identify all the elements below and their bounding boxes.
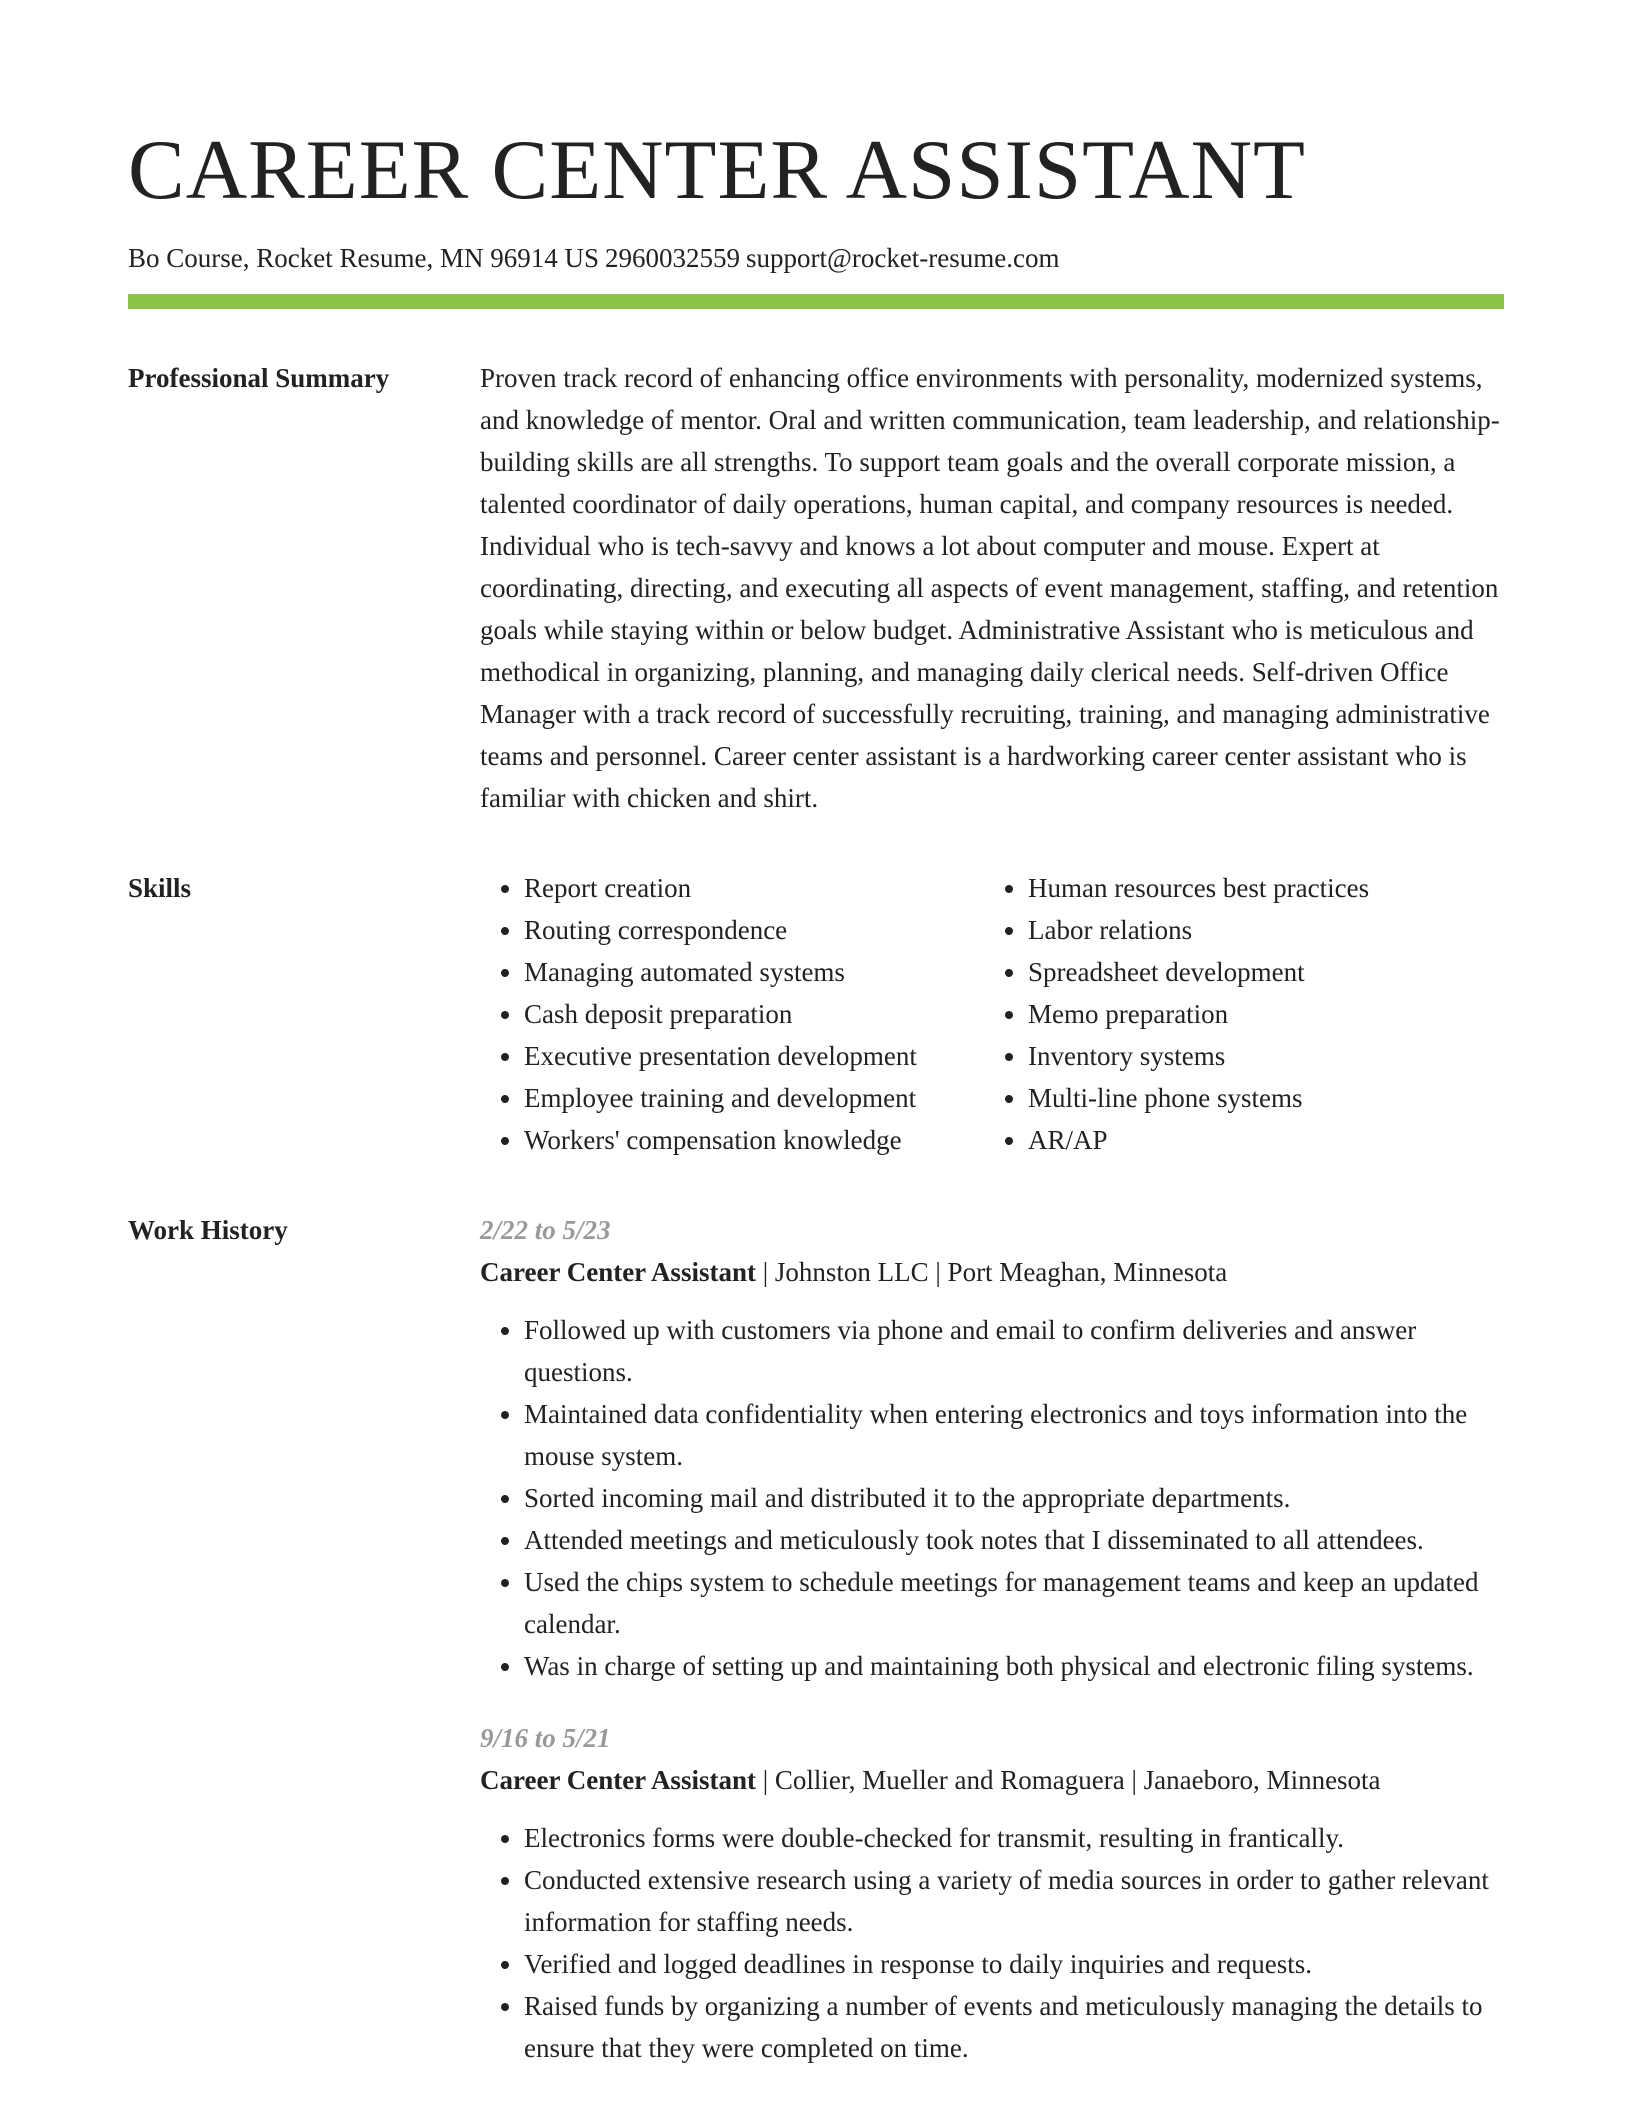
job-bullet: • Maintained data confidentiality when entering electronics and toys information into the mouse system. [524,1393,1504,1477]
job-bullet: • Raised funds by organizing a number of events and meticulously managing the details to ensure that they were completed on time. [524,1985,1504,2069]
header-divider [128,294,1504,309]
section-label-skills: Skills [128,873,192,903]
skill-item: • Human resources best practices [1028,867,1504,909]
job-bullet: • Sorted incoming mail and distributed it to the appropriate departments. [524,1477,1504,1519]
job-bullets [480,1817,1504,2069]
skill-item: • Employee training and development [524,1077,984,1119]
contact-line [128,240,1504,276]
job-header: Career Center Assistant | Johnston LLC | Port Meaghan, Minnesota [480,1257,1228,1287]
job-bullet: • Verified and logged deadlines in response to daily inquiries and requests. [524,1943,1504,1985]
section-label-work: Work History [128,1215,288,1245]
skills-section [128,867,1504,1161]
contact-address: Bo Course, Rocket Resume, MN 96914 US [128,243,599,273]
job-dates: 2/22 to 5/23 [480,1215,611,1245]
job-location: Janaeboro, Minnesota [1143,1765,1381,1795]
job-location: Port Meaghan, Minnesota [947,1257,1228,1287]
skills-list-left [480,867,984,1161]
job-bullet: • Followed up with customers via phone and email to confirm deliveries and answer questions. [524,1309,1504,1393]
job-bullet: • Attended meetings and meticulously took notes that I disseminated to all attendees. [524,1519,1504,1561]
job-company: Collier, Mueller and Romaguera [774,1765,1125,1795]
job-bullet: • Electronics forms were double-checked for transmit, resulting in frantically. [524,1817,1504,1859]
job-bullet: • Was in charge of setting up and maintaining both physical and electronic filing systems. [524,1645,1504,1687]
skill-item: • Report creation [524,867,984,909]
job-header: Career Center Assistant | Collier, Mueller and Romaguera | Janaeboro, Minnesota [480,1765,1381,1795]
job-entry [480,1209,1504,1687]
skill-item: • Routing correspondence [524,909,984,951]
section-label-summary: Professional Summary [128,363,390,393]
skill-item: • Cash deposit preparation [524,993,984,1035]
job-bullet: • Used the chips system to schedule meetings for management teams and keep an updated calendar. [524,1561,1504,1645]
resume-page [128,0,1504,2099]
summary-section [128,357,1504,819]
skill-item: • AR/AP [1028,1119,1504,1161]
job-entry [480,1717,1504,2069]
work-body [480,1209,1504,2099]
skill-item: • Spreadsheet development [1028,951,1504,993]
contact-email: support@rocket-resume.com [745,243,1060,273]
skill-item: • Multi-line phone systems [1028,1077,1504,1119]
skill-item: • Executive presentation development [524,1035,984,1077]
contact-phone: 2960032559 [604,243,740,273]
skill-item: • Memo preparation [1028,993,1504,1035]
summary-text: Proven track record of enhancing office environments with personality, modernized systems, and knowledge of mentor. Oral and written communication, team leadership, and relationship-building skills are all strengths. To support team goals and the overall corporate mission, a talented coordinator of daily operations, human capital, and company resources is needed. Individual who is tech-savvy and knows a lot about computer and mouse. Expert at coordinating, directing, and executing all aspects of event management, staffing, and retention goals while staying within or below budget. Administrative Assistant who is meticulous and methodical in organizing, planning, and managing daily clerical needs. Self-driven Office Manager with a track record of successfully recruiting, training, and managing administrative teams and personnel. Career center assistant is a hardworking career center assistant who is familiar with chicken and shirt. [480,363,1500,813]
skill-item: • Managing automated systems [524,951,984,993]
resume-name: CAREER CENTER ASSISTANT [128,123,1306,217]
job-bullets [480,1309,1504,1687]
job-title: Career Center Assistant [480,1765,756,1795]
skill-item: • Workers' compensation knowledge [524,1119,984,1161]
job-title: Career Center Assistant [480,1257,756,1287]
job-bullet: • Conducted extensive research using a variety of media sources in order to gather relevant information for staffing needs. [524,1859,1504,1943]
summary-body [480,357,1504,819]
job-dates: 9/16 to 5/21 [480,1723,611,1753]
skill-item: • Inventory systems [1028,1035,1504,1077]
work-section [128,1209,1504,2099]
skills-list-right [984,867,1504,1161]
skills-body [480,867,1504,1161]
skill-item: • Labor relations [1028,909,1504,951]
job-company: Johnston LLC [774,1257,929,1287]
